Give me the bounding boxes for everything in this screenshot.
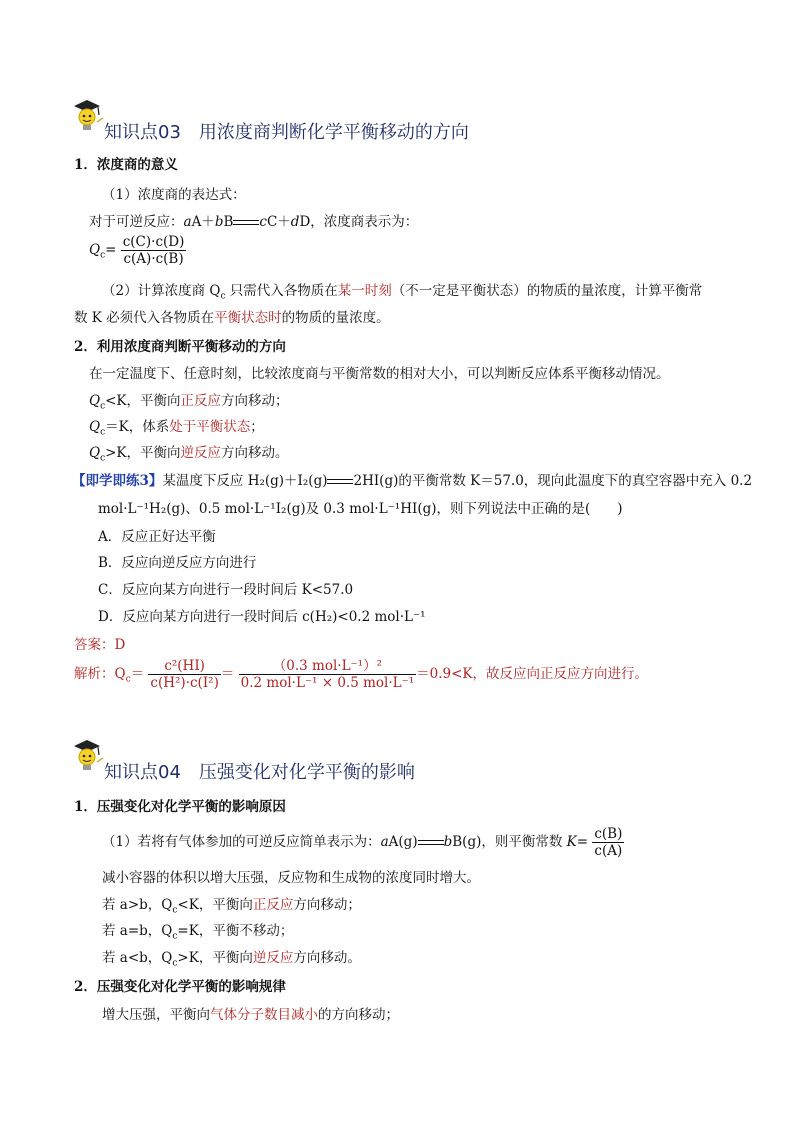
s03-para-3: （2）计算浓度商 $Q_c$ 只需代入各物质在某一时刻（不一定是平衡状态）的物质的量浓度，计算平衡常 <box>102 283 703 302</box>
s03-para-4: 数 K 必须代入各物质在平衡状态时的物质的量浓度。 <box>74 310 390 326</box>
k-fraction: $\frac{c(B)}{c(A)}$ <box>594 826 623 859</box>
case-a-eq-b: 若 a=b，$Q_c=K$，平衡不移动； <box>102 923 294 942</box>
section-04-title: 知识点04 压强变化对化学平衡的影响 <box>104 762 415 783</box>
s04-heading-1: 1．压强变化对化学平衡的影响原因 <box>74 799 286 815</box>
s04-para-1: （1）若将有气体参加的可逆反应简单表示为：aA(g) bB(g)，则平衡常数 K= $\frac{c(B)}{c(A)}$ <box>102 826 623 859</box>
solution-fraction-1: $\frac{\text{c²(HI)}}{\text{c(H²)·c(I²)}}$ <box>150 658 219 691</box>
case-a-gt-b: 若 a>b，$Q_c<K$，平衡向正反应方向移动； <box>102 897 361 916</box>
rule-qc-equal: $Q_c=K$，体系处于平衡状态； <box>89 419 264 438</box>
exercise-tag: 【即学即练3】 <box>72 473 163 489</box>
s03-heading-2: 2．利用浓度商判断平衡移动的方向 <box>74 339 286 355</box>
equilibrium-arrow-icon <box>327 477 353 487</box>
qc-expression: $Q_c=$ $\frac{c(C)\cdot c(D)}{c(A)\cdot c(B)}$ <box>89 234 185 267</box>
s03-para-1: （1）浓度商的表达式： <box>102 187 246 203</box>
option-a: A．反应正好达平衡 <box>98 529 216 545</box>
scholar-bulb-icon <box>70 98 102 130</box>
s04-para-3: 增大压强，平衡向气体分子数目减小的方向移动； <box>102 1007 399 1023</box>
s04-para-2: 减小容器的体积以增大压强，反应物和生成物的浓度同时增大。 <box>102 870 480 886</box>
case-a-lt-b: 若 a<b，$Q_c>K$，平衡向逆反应方向移动。 <box>102 950 361 969</box>
rule-qc-greater: $Q_c>K$，平衡向逆反应方向移动。 <box>89 445 289 464</box>
s03-para-5: 在一定温度下、任意时刻，比较浓度商与平衡常数的相对大小，可以判断反应体系平衡移动情况。 <box>89 366 670 382</box>
s03-heading-1: 1．浓度商的意义 <box>74 157 178 173</box>
exercise-line-1: 【即学即练3】某温度下反应 H₂(g)＋I₂(g) 2HI(g)的平衡常数 K＝57.0，现向此温度下的真空容器中充入 0.2 <box>72 473 753 489</box>
equilibrium-arrow-icon <box>233 218 259 228</box>
rule-qc-less: $Q_c<K$，平衡向正反应方向移动； <box>89 393 289 412</box>
answer-line: 答案：D <box>74 637 126 653</box>
option-b: B．反应向逆反应方向进行 <box>98 555 257 571</box>
s04-heading-2: 2．压强变化对化学平衡的影响规律 <box>74 979 286 995</box>
solution-fraction-2: $\frac{\text{（0.3 mol·L⁻¹）²}}{\text{0.2 mol·L⁻¹ × 0.5 mol·L⁻¹}}$ <box>240 658 415 691</box>
qc-fraction: $\frac{c(C)\cdot c(D)}{c(A)\cdot c(B)}$ <box>122 234 185 267</box>
scholar-bulb-icon <box>70 738 102 770</box>
option-c: C．反应向某方向进行一段时间后 K<57.0 <box>98 582 354 598</box>
s03-reaction-line: 对于可逆反应：aA＋bB cC＋dD，浓度商表示为： <box>89 214 419 230</box>
solution-line: 解析：$Q_c=$ $\frac{\text{c²(HI)}}{\text{c(H²)·c(I²)}}$ ＝ $\frac{\text{（0.3 mol·L⁻¹）²}}{\text{0.2 mol·L⁻¹ × 0.5 mol·L⁻¹}}$ ＝0.9<K，故反应向正反应方向进行。 <box>74 658 649 691</box>
option-d: D．反应向某方向进行一段时间后 c(H₂)<0.2 mol·L⁻¹ <box>98 609 426 625</box>
equilibrium-arrow-icon <box>418 838 444 848</box>
exercise-line-2: mol·L⁻¹H₂(g)、0.5 mol·L⁻¹I₂(g)及 0.3 mol·L⁻¹HI(g)，则下列说法中正确的是( ) <box>98 501 623 517</box>
section-03-title: 知识点03 用浓度商判断化学平衡移动的方向 <box>104 122 469 143</box>
